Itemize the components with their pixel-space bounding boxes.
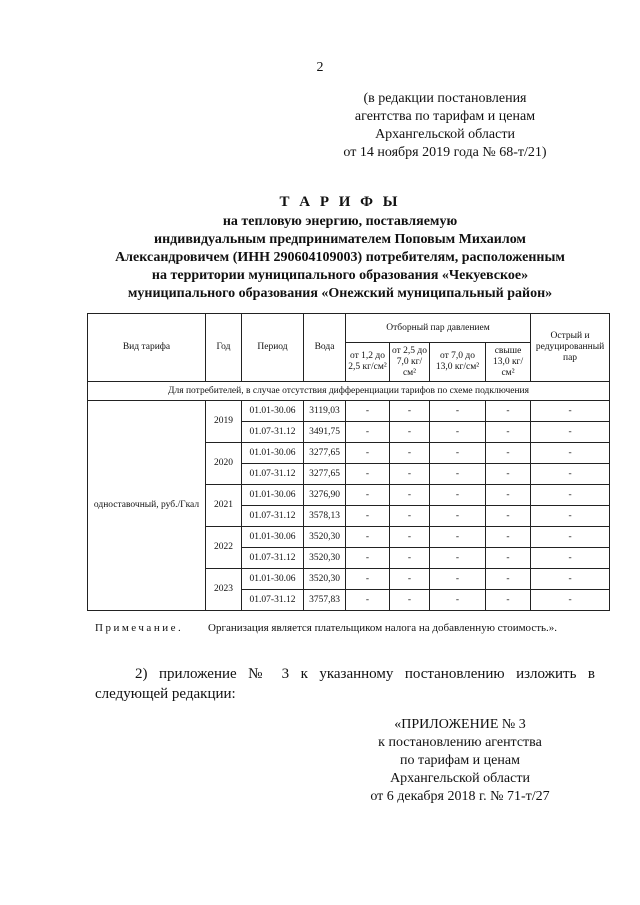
page-number: 2 xyxy=(316,60,324,75)
empty-value-cell: - xyxy=(390,422,430,443)
empty-value-cell: - xyxy=(346,527,390,548)
edition-line: Архангельской области xyxy=(375,127,515,142)
empty-value-cell: - xyxy=(390,485,430,506)
appendix-line: от 6 декабря 2018 г. № 71-т/27 xyxy=(370,789,550,804)
empty-value-cell: - xyxy=(486,548,531,569)
empty-value-cell: - xyxy=(390,527,430,548)
empty-value-cell: - xyxy=(390,464,430,485)
header-period: Период xyxy=(242,314,304,382)
empty-value-cell: - xyxy=(390,548,430,569)
tariff-body xyxy=(88,401,610,611)
water-value-cell: 3757,83 xyxy=(304,590,346,611)
empty-value-cell: - xyxy=(346,590,390,611)
note-label: Примечание. xyxy=(95,622,184,634)
appendix-line: Архангельской области xyxy=(390,771,530,786)
empty-value-cell: - xyxy=(486,506,531,527)
empty-value-cell: - xyxy=(390,590,430,611)
empty-value-cell: - xyxy=(346,569,390,590)
appendix-heading xyxy=(320,716,600,806)
water-value-cell: 3520,30 xyxy=(304,569,346,590)
document-title: Т А Р И Ф Ы xyxy=(279,194,401,210)
empty-value-cell: - xyxy=(346,401,390,422)
header-tariff-type: Вид тарифа xyxy=(88,314,206,382)
note-text: Организация является плательщиком налога на добавленную стоимость.». xyxy=(208,622,558,634)
edition-note xyxy=(300,90,590,162)
empty-value-cell: - xyxy=(346,506,390,527)
empty-value-cell: - xyxy=(531,422,610,443)
period-cell: 01.01-30.06 xyxy=(242,527,304,548)
empty-value-cell: - xyxy=(486,590,531,611)
appendix-line: к постановлению агентства xyxy=(378,735,542,750)
header-water: Вода xyxy=(304,314,346,382)
empty-value-cell: - xyxy=(486,464,531,485)
water-value-cell: 3277,65 xyxy=(304,464,346,485)
empty-value-cell: - xyxy=(430,401,486,422)
empty-value-cell: - xyxy=(390,569,430,590)
year-cell: 2019 xyxy=(206,401,242,443)
edition-line: агентства по тарифам и ценам xyxy=(354,109,536,124)
empty-value-cell: - xyxy=(346,443,390,464)
subtitle-line: на территории муниципального образования «Чекуевское» xyxy=(151,268,529,283)
header-steam-col: от 7,0 до 13,0 кг/см² xyxy=(430,343,486,382)
header-steam-group: Отборный пар давлением xyxy=(346,314,531,343)
empty-value-cell: - xyxy=(531,401,610,422)
empty-value-cell: - xyxy=(430,590,486,611)
empty-value-cell: - xyxy=(346,548,390,569)
period-cell: 01.07-31.12 xyxy=(242,548,304,569)
empty-value-cell: - xyxy=(430,548,486,569)
consumer-group-row: Для потребителей, в случае отсутствия дифференциации тарифов по схеме подключения xyxy=(88,382,610,401)
empty-value-cell: - xyxy=(486,443,531,464)
water-value-cell: 3520,30 xyxy=(304,548,346,569)
period-cell: 01.01-30.06 xyxy=(242,443,304,464)
empty-value-cell: - xyxy=(390,443,430,464)
empty-value-cell: - xyxy=(430,422,486,443)
period-cell: 01.07-31.12 xyxy=(242,590,304,611)
subtitle-line: муниципального образования «Онежский муниципальный район» xyxy=(127,286,553,301)
period-cell: 01.07-31.12 xyxy=(242,506,304,527)
empty-value-cell: - xyxy=(346,422,390,443)
appendix-line: «ПРИЛОЖЕНИЕ № 3 xyxy=(394,717,526,732)
empty-value-cell: - xyxy=(531,443,610,464)
empty-value-cell: - xyxy=(486,401,531,422)
subtitle-line: индивидуальным предпринимателем Поповым Михаилом xyxy=(154,232,526,247)
subtitle-line: на тепловую энергию, поставляемую xyxy=(222,214,458,229)
empty-value-cell: - xyxy=(531,506,610,527)
empty-value-cell: - xyxy=(390,401,430,422)
empty-value-cell: - xyxy=(430,485,486,506)
empty-value-cell: - xyxy=(486,527,531,548)
empty-value-cell: - xyxy=(531,527,610,548)
header-steam-col: от 2,5 до 7,0 кг/см² xyxy=(390,343,430,382)
tariff-table xyxy=(87,313,610,611)
empty-value-cell: - xyxy=(486,422,531,443)
appendix-line: по тарифам и ценам xyxy=(400,753,520,768)
empty-value-cell: - xyxy=(430,443,486,464)
empty-value-cell: - xyxy=(531,548,610,569)
empty-value-cell: - xyxy=(430,527,486,548)
water-value-cell: 3119,03 xyxy=(304,401,346,422)
water-value-cell: 3276,90 xyxy=(304,485,346,506)
empty-value-cell: - xyxy=(531,464,610,485)
edition-line: от 14 ноября 2019 года № 68-т/21) xyxy=(343,145,547,160)
water-value-cell: 3520,30 xyxy=(304,527,346,548)
empty-value-cell: - xyxy=(390,506,430,527)
empty-value-cell: - xyxy=(531,569,610,590)
header-steam-col: от 1,2 до 2,5 кг/см² xyxy=(346,343,390,382)
empty-value-cell: - xyxy=(531,485,610,506)
document-subtitle xyxy=(60,213,620,303)
year-cell: 2020 xyxy=(206,443,242,485)
year-cell: 2021 xyxy=(206,485,242,527)
water-value-cell: 3491,75 xyxy=(304,422,346,443)
period-cell: 01.07-31.12 xyxy=(242,464,304,485)
header-sharp-steam: Острый и редуцированный пар xyxy=(531,314,610,382)
edition-line: (в редакции постановления xyxy=(363,91,527,106)
tariff-label-cell: одноставочный, руб./Гкал xyxy=(88,401,206,611)
year-cell: 2022 xyxy=(206,527,242,569)
empty-value-cell: - xyxy=(486,569,531,590)
header-steam-col: свыше 13,0 кг/см² xyxy=(486,343,531,382)
empty-value-cell: - xyxy=(531,590,610,611)
empty-value-cell: - xyxy=(346,485,390,506)
period-cell: 01.01-30.06 xyxy=(242,485,304,506)
water-value-cell: 3578,13 xyxy=(304,506,346,527)
period-cell: 01.01-30.06 xyxy=(242,401,304,422)
year-cell: 2023 xyxy=(206,569,242,611)
subtitle-line: Александровичем (ИНН 290604109003) потребителям, расположенным xyxy=(115,250,565,265)
empty-value-cell: - xyxy=(430,464,486,485)
empty-value-cell: - xyxy=(430,506,486,527)
period-cell: 01.01-30.06 xyxy=(242,569,304,590)
water-value-cell: 3277,65 xyxy=(304,443,346,464)
empty-value-cell: - xyxy=(346,464,390,485)
empty-value-cell: - xyxy=(486,485,531,506)
header-year: Год xyxy=(206,314,242,382)
amendment-paragraph: 2) приложение № 3 к указанному постановлению изложить в следующей редакции: xyxy=(95,666,595,702)
empty-value-cell: - xyxy=(430,569,486,590)
table-row xyxy=(88,401,610,422)
period-cell: 01.07-31.12 xyxy=(242,422,304,443)
